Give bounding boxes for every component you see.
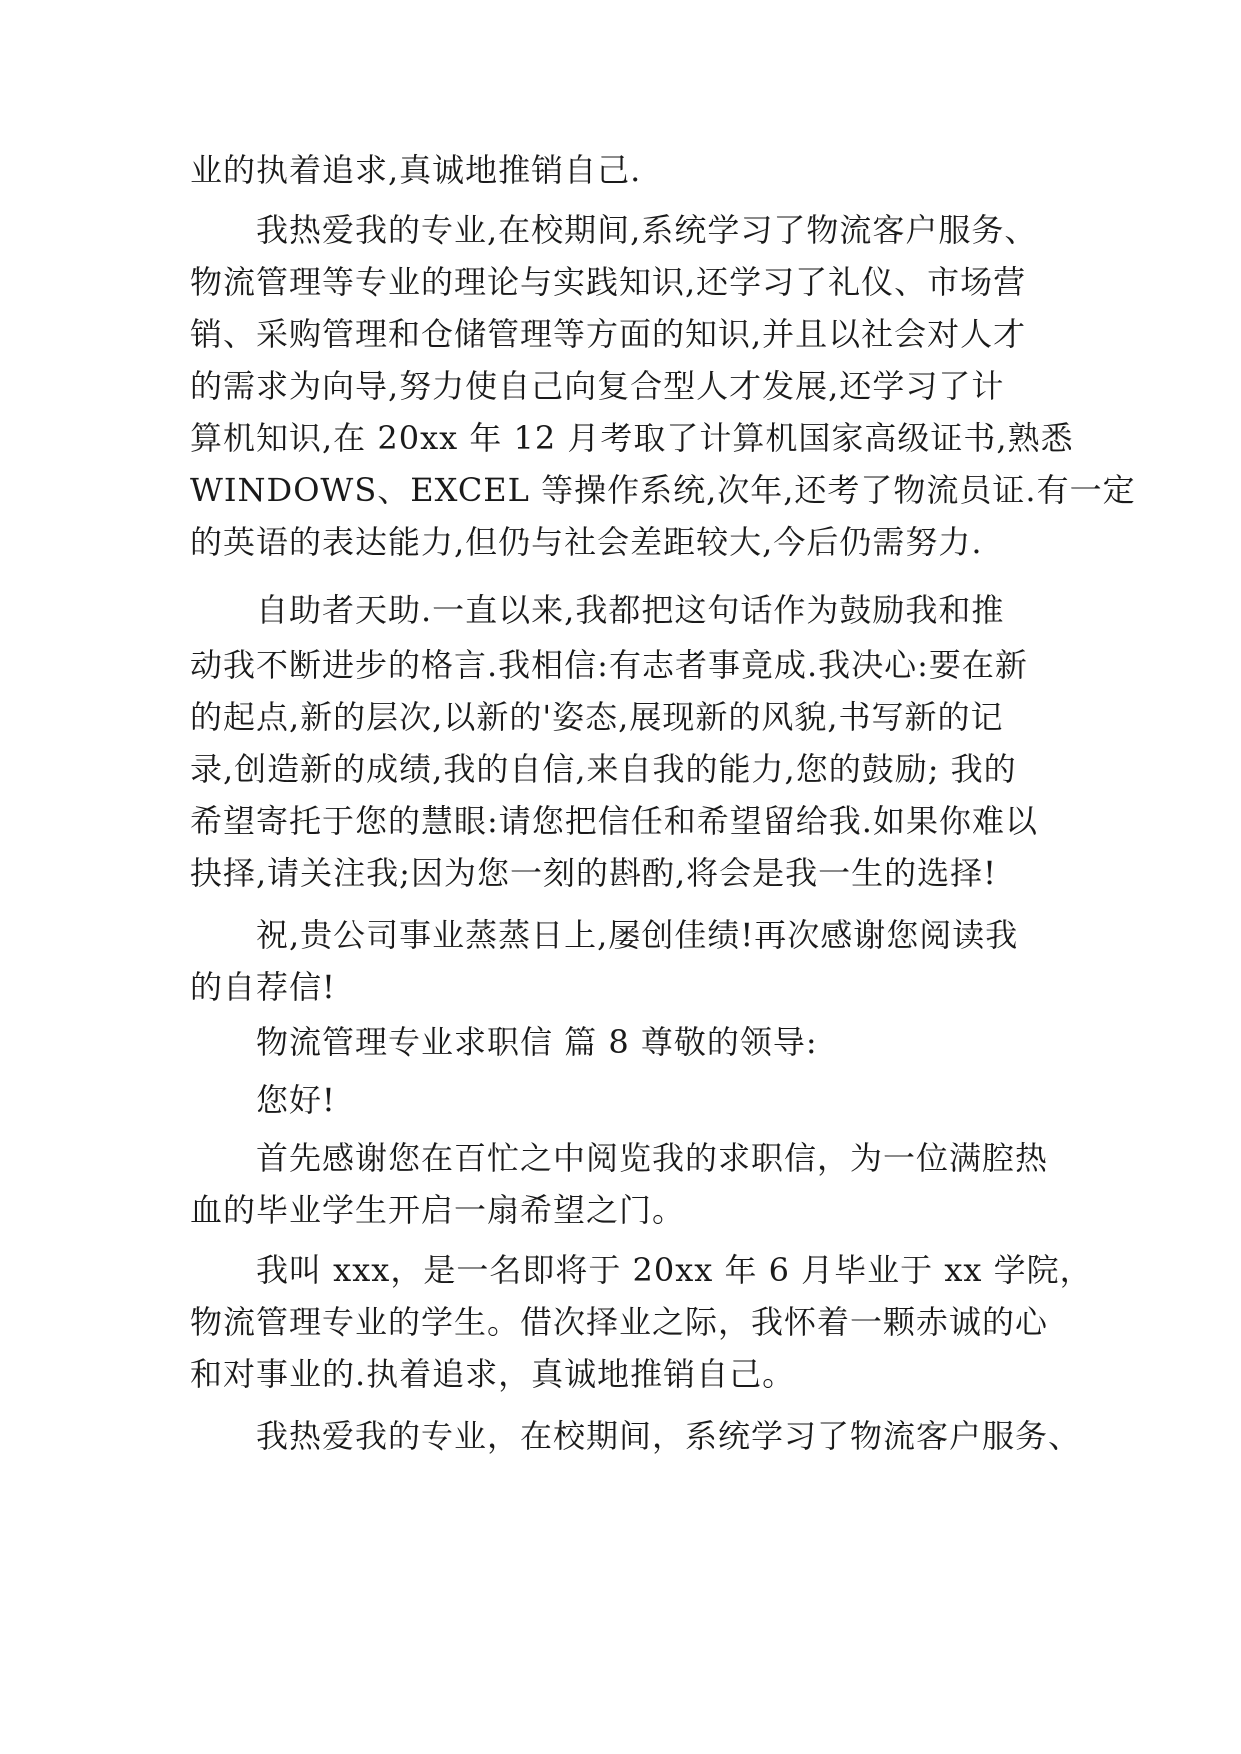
text-line: 和对事业的.执着追求，真诚地推销自己。	[190, 1355, 796, 1393]
text-line: 业的执着追求,真诚地推销自己.	[190, 151, 642, 189]
text-line: 的需求为向导,努力使自己向复合型人才发展,还学习了计	[190, 367, 1005, 405]
text-line: 物流管理专业的学生。借次择业之际，我怀着一颗赤诚的心	[190, 1303, 1049, 1341]
text-line: 我叫 xxx，是一名即将于 20xx 年 6 月毕业于 xx 学院，	[256, 1251, 1093, 1289]
text-line: 抉择,请关注我;因为您一刻的斟酌,将会是我一生的选择!	[190, 854, 997, 892]
text-line: 物流管理等专业的理论与实践知识,还学习了礼仪、市场营	[190, 263, 1027, 301]
text-line: 血的毕业学生开启一扇希望之门。	[190, 1191, 686, 1229]
text-line: 我热爱我的专业，在校期间，系统学习了物流客户服务、	[256, 1417, 1082, 1455]
text-line: 录,创造新的成绩,我的自信,来自我的能力,您的鼓励; 我的	[190, 750, 1017, 788]
text-line: 算机知识,在 20xx 年 12 月考取了计算机国家高级证书,熟悉	[190, 419, 1074, 457]
text-line: 动我不断进步的格言.我相信:有志者事竟成.我决心:要在新	[190, 646, 1028, 684]
text-line: 自助者天助.一直以来,我都把这句话作为鼓励我和推	[256, 591, 1005, 629]
greeting: 您好!	[256, 1081, 336, 1119]
text-line: 我热爱我的专业,在校期间,系统学习了物流客户服务、	[256, 211, 1038, 249]
text-line: 希望寄托于您的慧眼:请您把信任和希望留给我.如果你难以	[190, 802, 1038, 840]
section-heading: 物流管理专业求职信 篇 8 尊敬的领导:	[256, 1023, 818, 1061]
text-line: 祝,贵公司事业蒸蒸日上,屡创佳绩!再次感谢您阅读我	[256, 916, 1019, 954]
text-line: 的自荐信!	[190, 968, 336, 1006]
text-line: 的英语的表达能力,但仍与社会差距较大,今后仍需努力.	[190, 523, 983, 561]
text-line: 首先感谢您在百忙之中阅览我的求职信，为一位满腔热	[256, 1139, 1049, 1177]
text-line: 的起点,新的层次,以新的'姿态,展现新的风貌,书写新的记	[190, 698, 1004, 736]
text-line: WINDOWS、EXCEL 等操作系统,次年,还考了物流员证.有一定	[190, 471, 1136, 509]
text-line: 销、采购管理和仓储管理等方面的知识,并且以社会对人才	[190, 315, 1027, 353]
